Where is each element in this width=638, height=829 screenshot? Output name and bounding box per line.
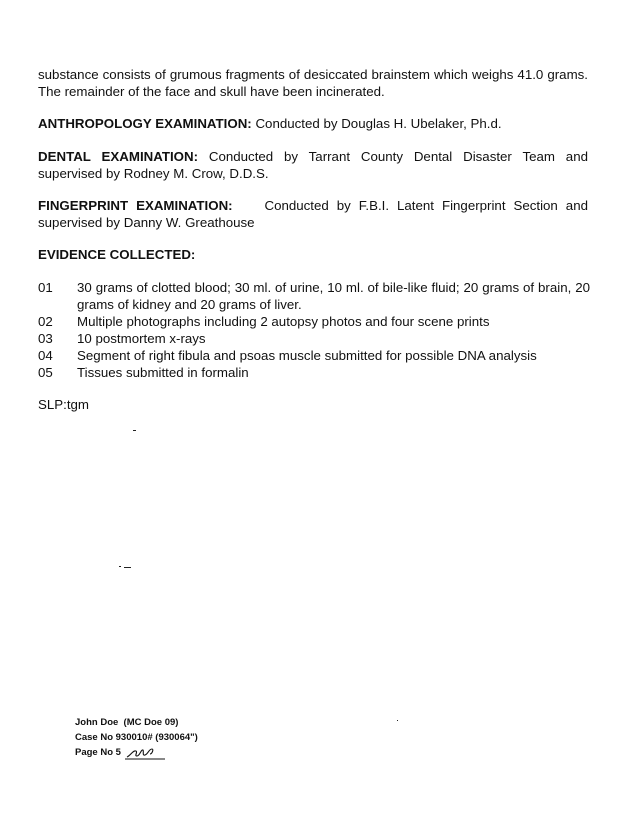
- dental-section: [38, 148, 592, 182]
- footer-page-number: Page No 5: [75, 747, 121, 758]
- scan-speck: [124, 567, 131, 568]
- scan-speck: [133, 430, 136, 431]
- evidence-item-text: Tissues submitted in formalin: [77, 365, 249, 380]
- evidence-item-text: Segment of right fibula and psoas muscle submitted for possible DNA analysis: [77, 348, 537, 363]
- footer-page-number-line: [75, 745, 198, 760]
- evidence-item: [38, 313, 590, 330]
- intro-paragraph: substance consists of grumous fragments of desiccated brainstem which weighs 41.0 grams. The remainder of the face and skull have been incinerated.: [38, 67, 588, 99]
- evidence-list: [38, 279, 590, 381]
- evidence-item: [38, 364, 590, 381]
- evidence-item-text: 30 grams of clotted blood; 30 ml. of urine, 10 ml. of bile-like fluid; 20 grams of brain, 20 grams of kidney and 20 grams of liver.: [77, 280, 590, 312]
- evidence-item-number: 01: [38, 280, 53, 295]
- handwritten-initials-signature: [125, 746, 167, 760]
- anthropology-heading: ANTHROPOLOGY EXAMINATION:: [38, 116, 252, 131]
- fingerprint-text: Conducted by F.B.I. Latent Fingerprint Section and supervised by Danny W. Greathouse: [38, 198, 592, 230]
- scan-speck: [397, 720, 398, 721]
- evidence-heading: EVIDENCE COLLECTED:: [38, 247, 196, 262]
- scan-speck: [119, 566, 121, 567]
- anthropology-text: Conducted by Douglas H. Ubelaker, Ph.d.: [251, 116, 502, 131]
- footer-subject: John Doe (MC Doe 09): [75, 717, 179, 728]
- dental-text: Conducted by Tarrant County Dental Disaster Team and supervised by Rodney M. Crow, D.D.S.: [38, 149, 592, 181]
- evidence-item: [38, 347, 590, 364]
- page-footer: [75, 715, 198, 760]
- evidence-item: [38, 279, 590, 313]
- evidence-item: [38, 330, 590, 347]
- evidence-item-number: 04: [38, 348, 53, 363]
- typist-initials: SLP:tgm: [38, 397, 89, 412]
- fingerprint-section: [38, 197, 592, 231]
- dental-heading: DENTAL EXAMINATION:: [38, 149, 199, 164]
- evidence-item-number: 05: [38, 365, 53, 380]
- anthropology-section: [38, 115, 588, 132]
- evidence-item-text: Multiple photographs including 2 autopsy photos and four scene prints: [77, 314, 490, 329]
- fingerprint-heading: FINGERPRINT EXAMINATION:: [38, 198, 233, 213]
- evidence-item-number: 03: [38, 331, 53, 346]
- evidence-item-number: 02: [38, 314, 53, 329]
- footer-case-number: Case No 930010# (930064"): [75, 732, 198, 743]
- evidence-item-text: 10 postmortem x-rays: [77, 331, 206, 346]
